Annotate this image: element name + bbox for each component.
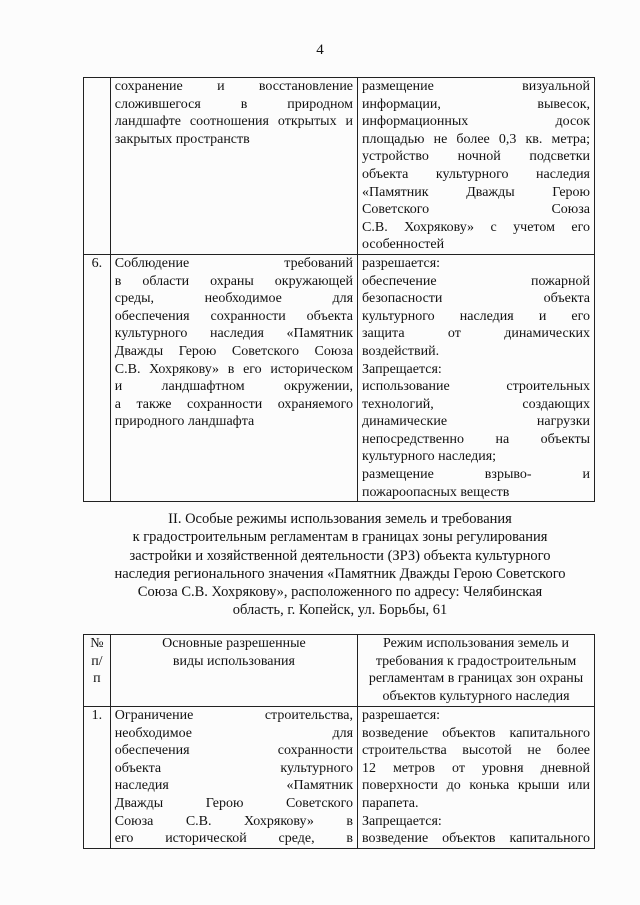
text-line: объектов культурного наследия bbox=[382, 688, 570, 704]
text-line: Дважды Герою Советского Союза bbox=[114, 343, 354, 359]
header-land-use-regime bbox=[358, 635, 595, 707]
text-line: использование строительных bbox=[362, 379, 590, 395]
regime-cell bbox=[358, 707, 595, 849]
text-line: требования к градостроительным bbox=[375, 653, 577, 669]
regime-cell bbox=[358, 254, 595, 501]
text-line: возведение объектов капитального bbox=[362, 725, 590, 741]
section-heading bbox=[100, 510, 580, 620]
text-line: культурного наследия и его bbox=[362, 308, 590, 324]
text-line: п/п bbox=[91, 653, 103, 687]
text-line: Запрещается: bbox=[362, 361, 442, 377]
text-line: необходимое для bbox=[114, 725, 354, 741]
text-line: динамические нагрузки bbox=[362, 414, 590, 430]
text-line: обеспечения сохранности объекта bbox=[114, 308, 354, 324]
row-number bbox=[84, 78, 111, 255]
text-line: объекта культурного наследия bbox=[362, 166, 590, 182]
text-line: пожароопасных веществ bbox=[362, 484, 510, 500]
table-row bbox=[84, 254, 595, 501]
text-line: площадью не более 0,3 кв. метра; bbox=[362, 131, 590, 147]
regulations-table-continued bbox=[83, 77, 595, 502]
text-line: Дважды Герою Советского bbox=[114, 795, 354, 811]
text-line: обеспечения сохранности bbox=[114, 743, 354, 759]
text-line: С.В. Хохрякову» в его историческом bbox=[114, 361, 354, 377]
regime-cell bbox=[358, 78, 595, 255]
text-line: информации, вывесок, bbox=[362, 96, 590, 112]
text-line: регламентам в границах зон охраны bbox=[368, 671, 584, 687]
row-number: 1. bbox=[84, 707, 111, 849]
text-line: Запрещается: bbox=[362, 813, 442, 829]
requirement-cell bbox=[110, 707, 357, 849]
requirement-cell bbox=[110, 254, 357, 501]
heading-line: Союза С.В. Хохрякову», расположенного по адресу: Челябинская bbox=[137, 584, 543, 601]
table-row bbox=[84, 707, 595, 849]
table-header-row bbox=[84, 635, 595, 707]
text-line: Основные разрешенные bbox=[162, 636, 306, 651]
text-line: технологий, создающих bbox=[362, 396, 590, 412]
row-number: 6. bbox=[84, 254, 111, 501]
text-line: и ландшафтном окружении, bbox=[114, 379, 354, 395]
table-row bbox=[84, 78, 595, 255]
heading-line: застройки и хозяйственной деятельности (ЗРЗ) объекта культурного bbox=[129, 547, 551, 564]
text-line: информационных досок bbox=[362, 114, 590, 130]
text-line: размещение визуальной bbox=[362, 79, 590, 94]
text-line: устройство ночной подсветки bbox=[362, 149, 590, 165]
text-line: культурного наследия «Памятник bbox=[114, 326, 354, 342]
heading-line: II. Особые режимы использования земель и требования bbox=[168, 511, 512, 527]
text-line: виды использования bbox=[172, 653, 295, 669]
text-line: особенностей bbox=[362, 237, 445, 253]
text-line: сохранение и восстановление bbox=[114, 79, 354, 94]
text-line: поверхности до конька крыши или bbox=[362, 778, 590, 794]
text-line: его исторической среде, в bbox=[114, 831, 354, 847]
text-line: Режим использования земель и bbox=[383, 636, 569, 651]
text-line: разрешается: bbox=[362, 255, 441, 271]
text-line: сложившегося в природном bbox=[114, 96, 354, 112]
text-line: среды, необходимое для bbox=[114, 291, 354, 307]
text-line: возведение объектов капитального bbox=[362, 831, 590, 847]
text-line: а также сохранности охраняемого bbox=[114, 396, 354, 412]
text-line: воздействий. bbox=[362, 343, 440, 359]
text-line: обеспечение пожарной bbox=[362, 273, 590, 289]
requirement-cell bbox=[110, 78, 357, 255]
heading-line: наследия регионального значения «Памятник Дважды Герою Советского bbox=[114, 565, 566, 582]
text-line: в области охраны окружающей bbox=[114, 273, 354, 289]
text-line: непосредственно на объекты bbox=[362, 431, 590, 447]
heading-line: область, г. Копейск, ул. Борьбы, 61 bbox=[232, 602, 448, 619]
zrz-regulations-table bbox=[83, 634, 595, 849]
text-line: ландшафте соотношения открытых и bbox=[114, 114, 354, 130]
text-line: Советского Союза bbox=[362, 202, 590, 218]
text-line: наследия «Памятник bbox=[114, 778, 354, 794]
text-line: культурного наследия; bbox=[362, 449, 497, 465]
text-line: строительства высотой не более bbox=[362, 743, 590, 759]
header-number bbox=[84, 635, 111, 707]
text-line: разрешается: bbox=[362, 708, 441, 723]
text-line: Союза С.В. Хохрякову» в bbox=[114, 813, 354, 829]
text-line: закрытых пространств bbox=[114, 131, 250, 147]
page-number: 4 bbox=[316, 42, 324, 58]
text-line: парапета. bbox=[362, 795, 419, 811]
text-line: объекта культурного bbox=[114, 760, 354, 776]
text-line: № bbox=[90, 636, 104, 651]
text-line: 12 метров от уровня дневной bbox=[362, 760, 590, 776]
text-line: природного ландшафта bbox=[114, 414, 255, 430]
text-line: «Памятник Дважды Герою bbox=[362, 184, 590, 200]
text-line: размещение взрыво- и bbox=[362, 467, 590, 483]
text-line: С.В. Хохрякову» с учетом его bbox=[362, 219, 590, 235]
text-line: Соблюдение требований bbox=[114, 255, 354, 271]
text-line: Ограничение строительства, bbox=[114, 708, 354, 723]
text-line: защита от динамических bbox=[362, 326, 590, 342]
header-permitted-uses bbox=[110, 635, 357, 707]
text-line: безопасности объекта bbox=[362, 291, 590, 307]
heading-line: к градостроительным регламентам в границах зоны регулирования bbox=[132, 529, 548, 546]
